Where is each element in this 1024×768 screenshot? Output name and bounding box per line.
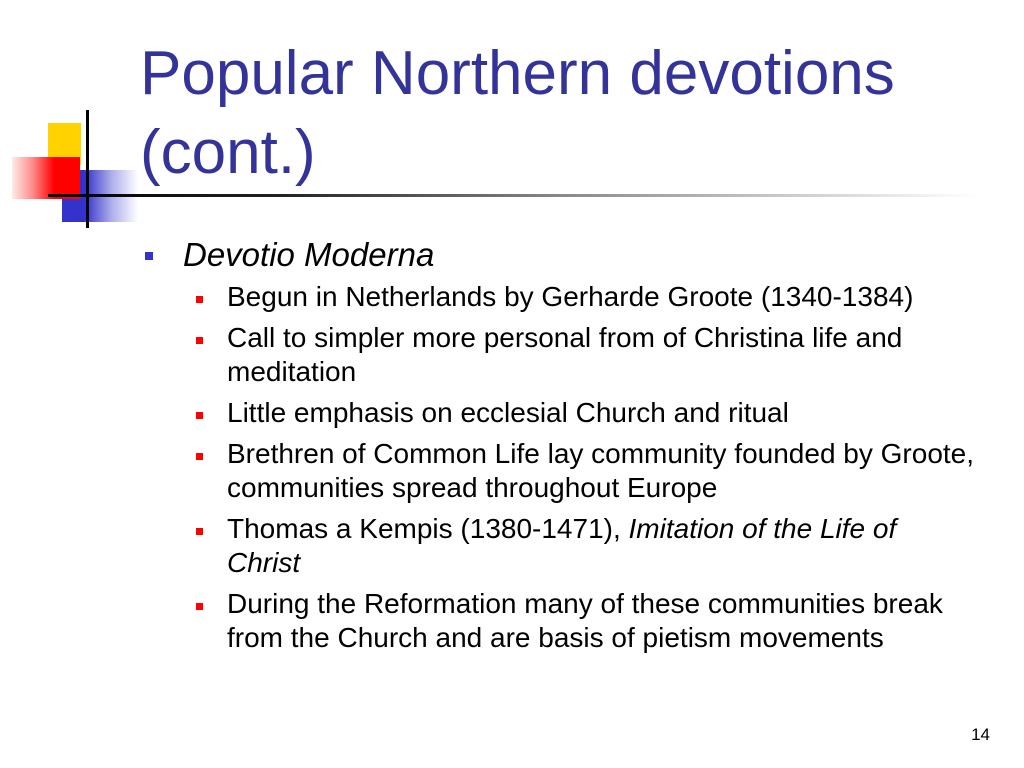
sub-bullet-line: communities spread throughout Europe bbox=[227, 472, 718, 503]
slide-number: 14 bbox=[971, 725, 990, 744]
sub-bullet-item bbox=[0, 280, 1024, 314]
sub-bullet-line: Call to simpler more personal from of Christina life and bbox=[227, 322, 903, 353]
sub-bullet-item bbox=[0, 512, 1024, 580]
title-underline-rule bbox=[48, 194, 978, 197]
book-title: Christ bbox=[227, 547, 301, 578]
sub-bullet-line: During the Reformation many of these communities break bbox=[227, 588, 943, 619]
square-bullet-icon bbox=[196, 337, 203, 344]
vertical-rule bbox=[86, 110, 89, 228]
sub-bullet-line: Begun in Netherlands by Gerharde Groote (1340-1384) bbox=[227, 281, 914, 312]
sub-bullet-line: Brethren of Common Life lay community founded by Groote, bbox=[227, 438, 975, 469]
sub-bullet-line bbox=[227, 512, 1024, 546]
sub-bullet-line bbox=[227, 546, 1024, 580]
sub-bullet-line: meditation bbox=[227, 356, 357, 387]
sub-bullet-item bbox=[0, 396, 1024, 430]
sub-bullet-item bbox=[0, 587, 1024, 655]
square-bullet-icon bbox=[196, 412, 203, 419]
square-bullet-icon bbox=[196, 603, 203, 610]
sub-bullet-text: Thomas a Kempis (1380-1471), bbox=[227, 513, 629, 544]
main-bullet-item bbox=[0, 236, 1024, 274]
sub-bullet-line: from the Church and are basis of pietism movements bbox=[227, 622, 884, 653]
square-bullet-icon bbox=[196, 296, 203, 303]
square-bullet-icon bbox=[145, 252, 153, 260]
square-bullet-icon bbox=[196, 528, 203, 535]
slide-body bbox=[0, 236, 1024, 655]
square-bullet-icon bbox=[196, 453, 203, 460]
main-bullet-text: Devotio Moderna bbox=[183, 236, 435, 273]
red-gradient-block bbox=[12, 157, 80, 199]
slide-title: Popular Northern devotions (cont.) bbox=[140, 39, 895, 187]
book-title: Imitation of the Life of bbox=[628, 513, 897, 544]
sub-bullet-item bbox=[0, 321, 1024, 389]
sub-bullet-item bbox=[0, 437, 1024, 505]
sub-bullet-list bbox=[0, 280, 1024, 655]
sub-bullet-line: Little emphasis on ecclesial Church and ritual bbox=[227, 397, 789, 428]
